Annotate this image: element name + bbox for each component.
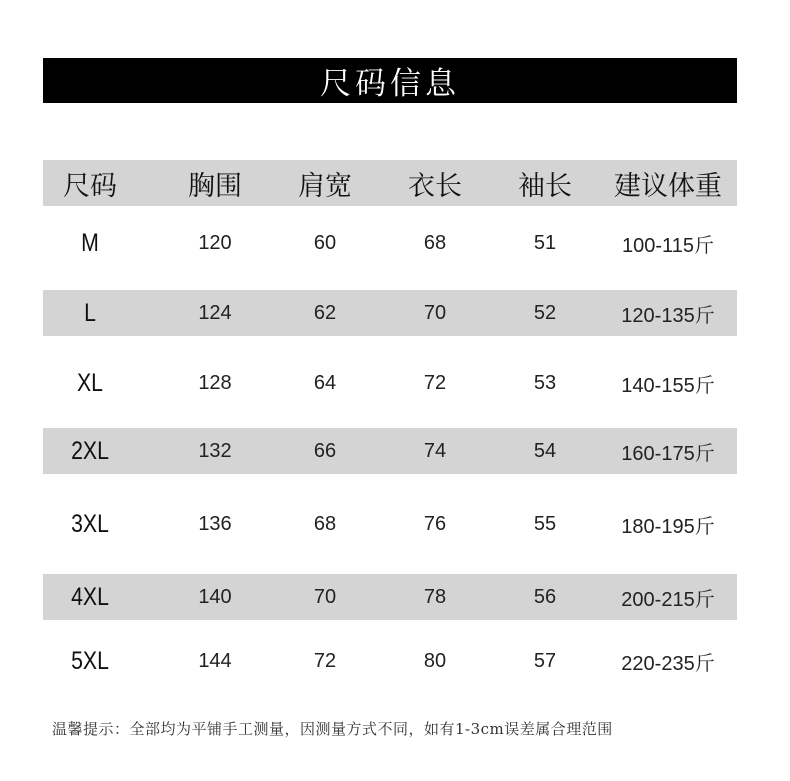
header-size: 尺码 <box>63 170 117 202</box>
page-title: 尺码信息 <box>320 66 460 102</box>
shoulder-cell: 68 <box>313 512 337 535</box>
size-cell: XL <box>76 368 104 397</box>
weight-cell: 140-155斤 <box>621 374 715 397</box>
header-chest: 胸围 <box>188 170 242 202</box>
sleeve-cell: 51 <box>533 231 557 254</box>
length-cell: 70 <box>423 301 447 324</box>
weight-cell: 200-215斤 <box>621 588 715 611</box>
weight-cell: 180-195斤 <box>621 515 715 538</box>
chest-cell: 136 <box>198 512 232 535</box>
table-row <box>43 360 737 406</box>
sleeve-cell: 53 <box>533 371 557 394</box>
header-weight: 建议体重 <box>614 170 722 202</box>
length-cell: 76 <box>423 512 447 535</box>
sleeve-cell: 52 <box>533 301 557 324</box>
table-row <box>43 501 737 547</box>
weight-cell: 220-235斤 <box>621 652 715 675</box>
table-row <box>43 290 737 336</box>
chest-cell: 132 <box>198 439 232 462</box>
weight-cell: 100-115斤 <box>622 234 714 257</box>
size-cell: L <box>84 298 96 327</box>
chest-cell: 128 <box>198 371 232 394</box>
size-cell: M <box>81 228 99 257</box>
length-cell: 80 <box>423 649 447 672</box>
measurement-note: 温馨提示：全部均为平铺手工测量，因测量方式不同，如有1-3cm误差属合理范围 <box>52 720 613 738</box>
table-header-row <box>43 160 737 206</box>
header-shoulder: 肩宽 <box>298 170 352 202</box>
chest-cell: 144 <box>198 649 232 672</box>
size-cell: 5XL <box>71 646 109 675</box>
length-cell: 74 <box>423 439 447 462</box>
table-row <box>43 638 737 684</box>
size-cell: 2XL <box>71 436 109 465</box>
weight-cell: 120-135斤 <box>621 304 715 327</box>
size-cell: 3XL <box>71 509 109 538</box>
weight-cell: 160-175斤 <box>621 442 715 465</box>
shoulder-cell: 72 <box>313 649 337 672</box>
length-cell: 68 <box>423 231 447 254</box>
sleeve-cell: 55 <box>533 512 557 535</box>
chest-cell: 140 <box>198 585 232 608</box>
shoulder-cell: 60 <box>313 231 337 254</box>
table-row <box>43 428 737 474</box>
sleeve-cell: 56 <box>533 585 557 608</box>
header-length: 衣长 <box>408 170 462 202</box>
chest-cell: 124 <box>198 301 232 324</box>
shoulder-cell: 64 <box>313 371 337 394</box>
table-row <box>43 220 737 266</box>
header-sleeve: 袖长 <box>518 170 572 202</box>
length-cell: 78 <box>423 585 447 608</box>
size-cell: 4XL <box>71 582 109 611</box>
sleeve-cell: 57 <box>533 649 557 672</box>
table-row <box>43 574 737 620</box>
shoulder-cell: 66 <box>313 439 337 462</box>
length-cell: 72 <box>423 371 447 394</box>
title-banner <box>43 58 737 103</box>
shoulder-cell: 62 <box>313 301 337 324</box>
chest-cell: 120 <box>198 231 232 254</box>
sleeve-cell: 54 <box>533 439 557 462</box>
shoulder-cell: 70 <box>313 585 337 608</box>
